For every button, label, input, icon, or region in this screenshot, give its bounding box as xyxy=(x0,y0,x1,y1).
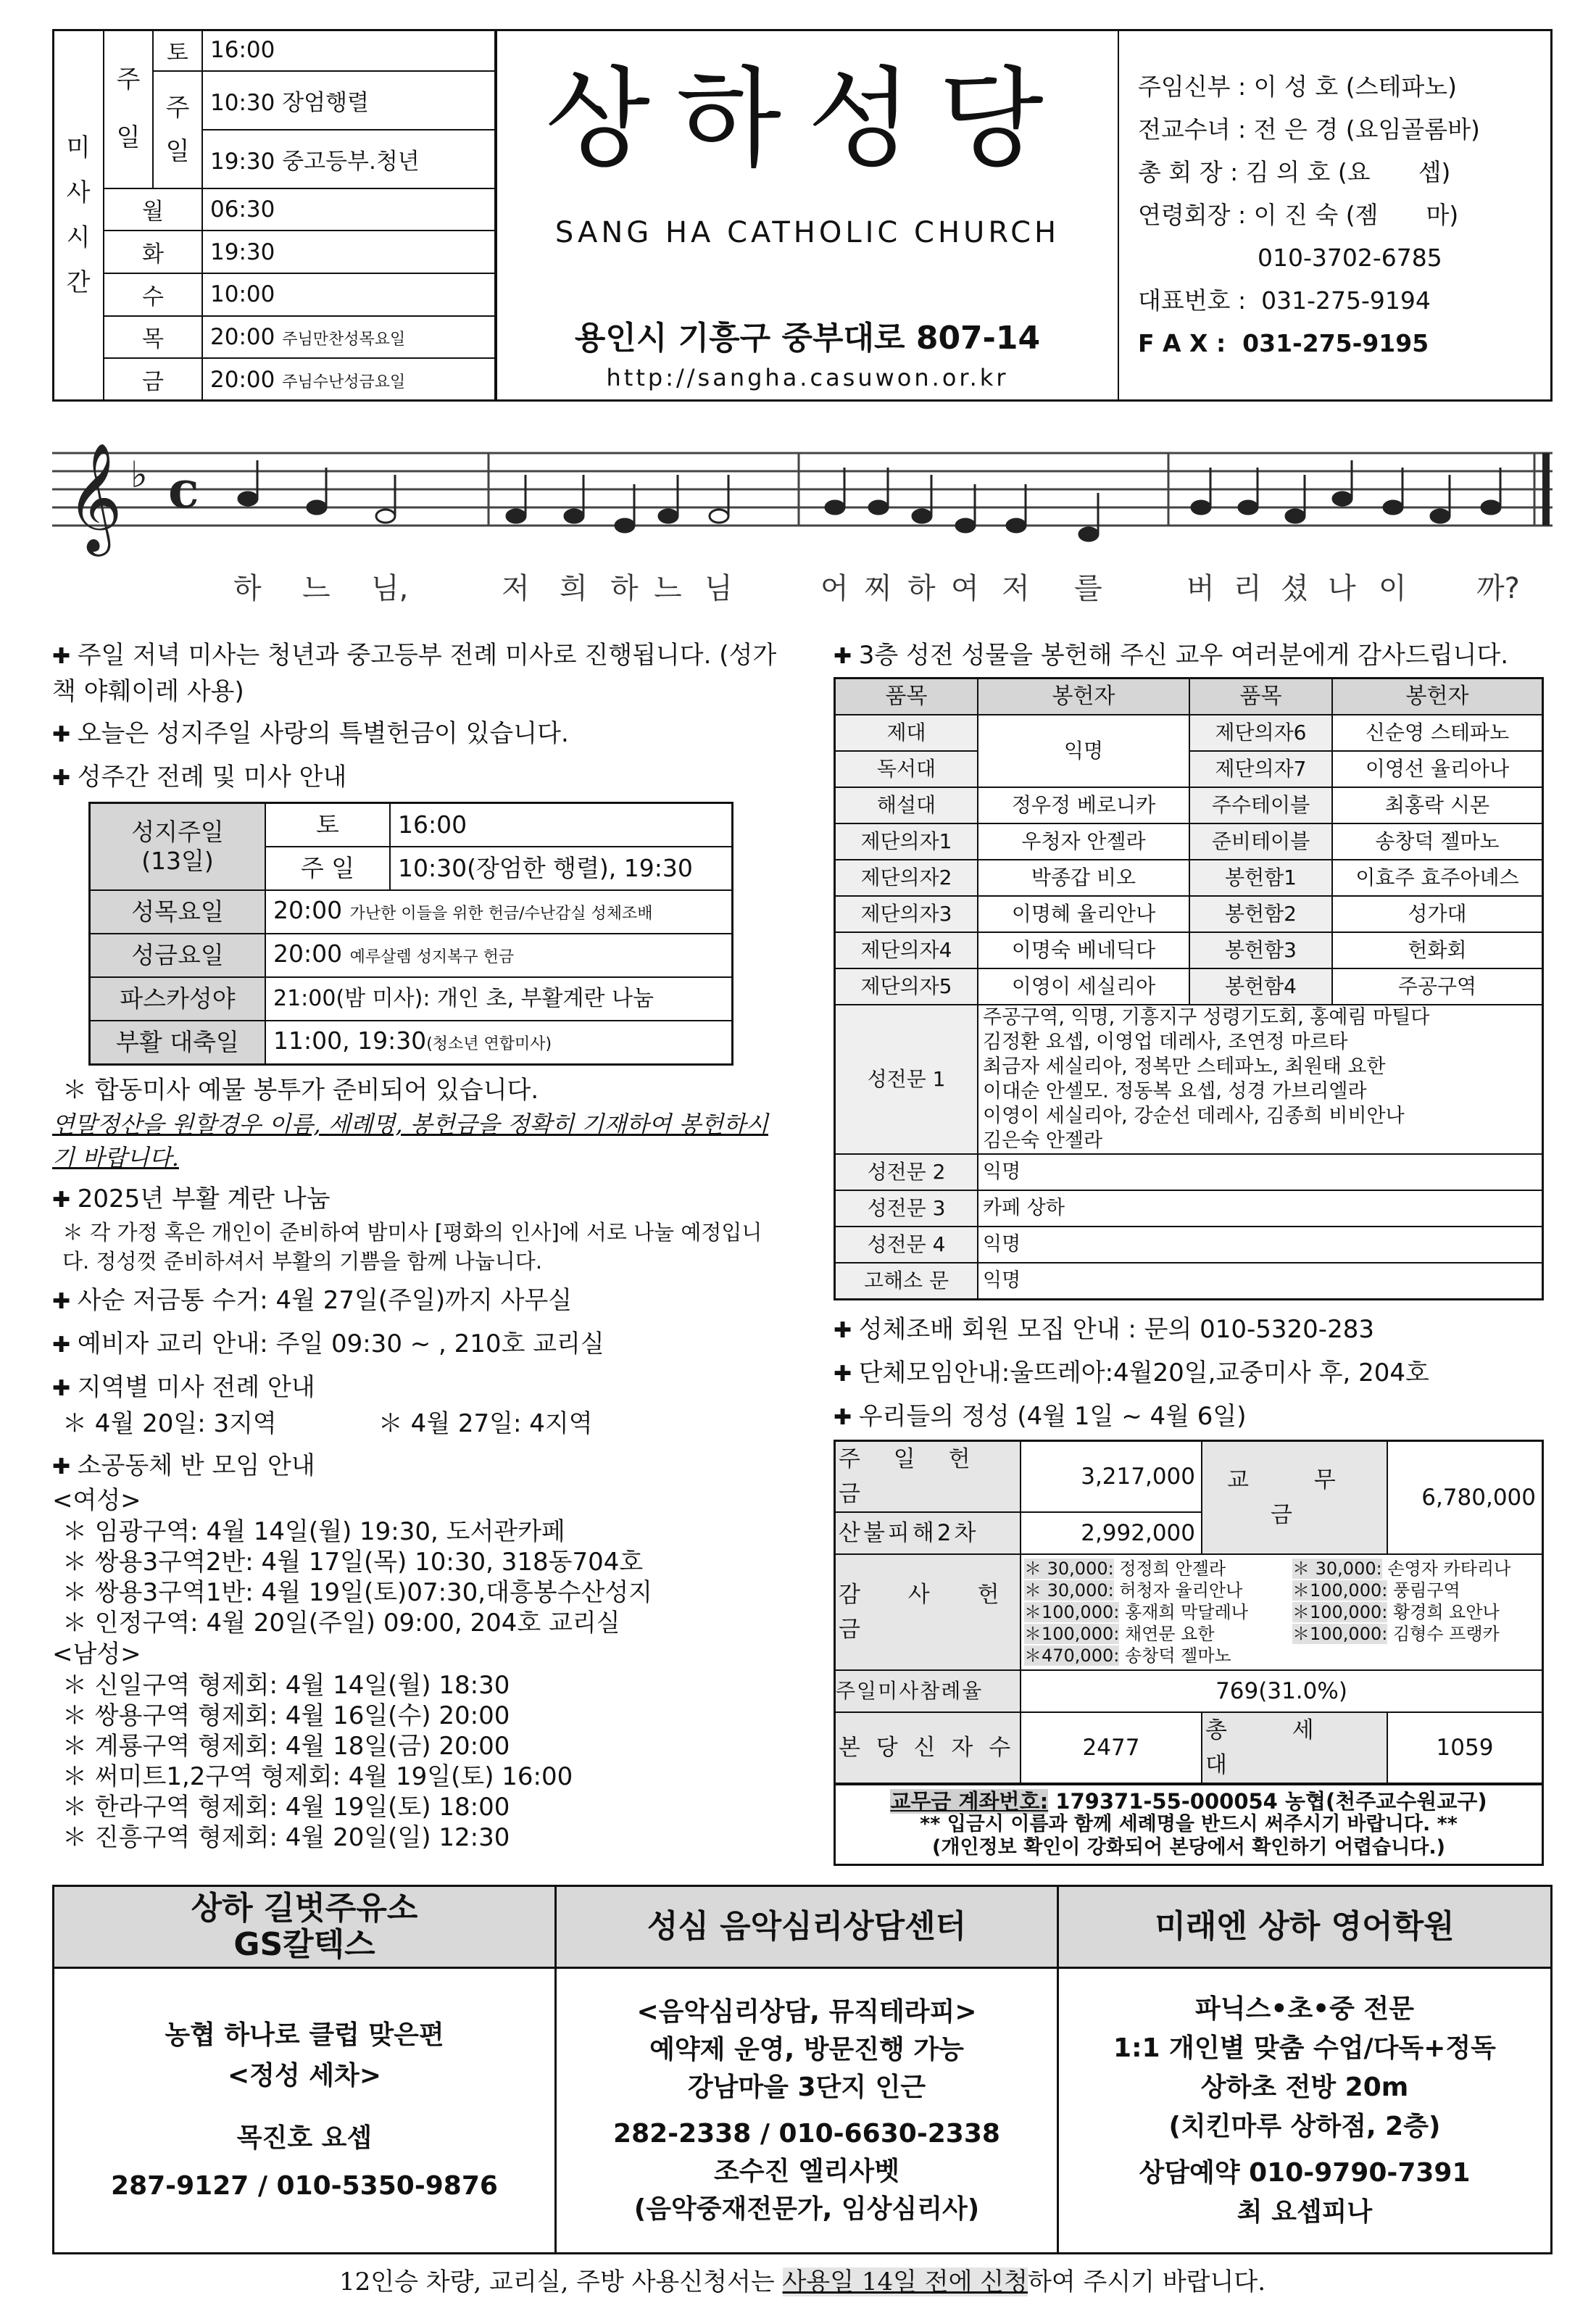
finance-table xyxy=(834,1440,1544,1866)
mon-time: 06:30 xyxy=(202,188,495,231)
notes-group xyxy=(238,460,1500,541)
col-header-donor: 봉헌자 xyxy=(1332,679,1543,715)
church-url[interactable]: http://sangha.casuwon.or.kr xyxy=(606,364,1009,391)
staff-sister: 전교수녀 : 전 은 경 (요임골롬바) xyxy=(1138,115,1480,144)
notice-offerings: ✚ 우리들의 정성 (4월 1일 ~ 4월 6일) xyxy=(834,1399,1551,1435)
lyric-syllable: 까? xyxy=(1476,572,1520,605)
easter-day-time: 11:00, 19:30(청소년 연합미사) xyxy=(265,1021,733,1065)
fri-day: 금 xyxy=(104,358,202,401)
sunday-collection-value: 3,217,000 xyxy=(1021,1441,1202,1513)
lyric-syllable: 리 xyxy=(1234,572,1262,605)
table-cell: 우청자 안젤라 xyxy=(978,823,1189,860)
community-male-item: ＊ 진흥구역 형제회: 4월 20일(일) 12:30 xyxy=(62,1823,510,1852)
table-cell: 제단의자7 xyxy=(1189,751,1332,787)
community-male-item: ＊ 계룡구역 형제회: 4월 18일(금) 20:00 xyxy=(62,1732,510,1761)
sunday-label: 주 일 xyxy=(104,30,153,188)
ad-music-therapy-title: 성심 음악심리상담센터 xyxy=(556,1886,1058,1968)
handwritten-note: 연말정산을 원할경우 이름, 세례명, 봉헌금을 정확히 기재하여 봉헌하시기 바랍니다. xyxy=(52,1111,768,1171)
members-value: 2477 xyxy=(1021,1712,1202,1783)
account-info: 교무금 계좌번호: 179371-55-000054 농협(천주교수원교구) ** 입금시 이름과 함께 세례명을 반드시 써주시기 바랍니다. ** (개인정보 확인이 강화되어 본당에서 확인하기 어렵습니다.) xyxy=(836,1784,1542,1864)
tue-day: 화 xyxy=(104,231,202,273)
church-title-area xyxy=(496,29,1119,402)
lyric-syllable: 하 xyxy=(907,572,936,605)
table-cell: 이영선 율리아나 xyxy=(1332,751,1543,787)
table-cell: 최홍락 시몬 xyxy=(1332,787,1543,823)
lyric-syllable: 찌 xyxy=(864,572,892,605)
staff-pastor: 주임신부 : 이 성 호 (스테파노) xyxy=(1138,72,1457,101)
table-cell: 이효주 효주아녜스 xyxy=(1332,860,1543,896)
ad-music-therapy-body: <음악심리상담, 뮤직테라피> 예약제 운영, 방문진행 가능 강남마을 3단지 인근 282-2338 / 010-6630-2338 조수진 엘리사벳 (음악중재전문가, 임상심리사) xyxy=(556,1968,1058,2254)
dues-label: 교 무 금 xyxy=(1202,1441,1387,1555)
table-cell: 준비테이블 xyxy=(1189,823,1332,860)
door-label: 성전문 4 xyxy=(835,1227,978,1263)
dues-value: 6,780,000 xyxy=(1387,1441,1543,1555)
table-cell: 봉헌함3 xyxy=(1189,932,1332,968)
notice-special-offering: ✚ 오늘은 성지주일 사랑의 특별헌금이 있습니다. xyxy=(52,716,777,752)
notice-adoration: ✚ 성체조배 회원 모집 안내 : 문의 010-5320-283 xyxy=(834,1312,1551,1348)
lyric-syllable: 셨 xyxy=(1281,572,1309,605)
holy-thu-time: 20:00 가난한 이들을 위한 헌금/수난감실 성체조배 xyxy=(265,890,733,934)
door-donor: 익명 xyxy=(978,1154,1543,1190)
notice-easter-eggs: ✚ 2025년 부활 계란 나눔 xyxy=(52,1182,777,1218)
staff-funeral-head: 연령회장 : 이 진 숙 (젬 마) xyxy=(1138,201,1459,229)
community-male-item: ＊ 신일구역 형제회: 4월 14일(월) 18:30 xyxy=(62,1671,510,1700)
table-cell: 제단의자4 xyxy=(835,932,978,968)
wed-day: 수 xyxy=(104,273,202,316)
easter-eggs-desc: ＊ 각 가정 혹은 개인이 준비하여 밤미사 [평화의 인사]에 서로 나눌 예정입니다. 정성껏 준비하셔서 부활의 기쁨을 함께 나눕니다. xyxy=(62,1220,762,1274)
community-male-item: ＊ 쌍용구역 형제회: 4월 16일(수) 20:00 xyxy=(62,1701,510,1730)
staff-main-phone: 대표번호 : 031-275-9194 xyxy=(1138,286,1431,315)
community-male-label: <남성> xyxy=(52,1640,141,1669)
ad-academy-title: 미래엔 상하 영어학원 xyxy=(1058,1886,1552,1968)
wed-time: 10:00 xyxy=(202,273,495,316)
church-subtitle: SANG HA CATHOLIC CHURCH xyxy=(554,216,1060,249)
palm-sat-day: 토 xyxy=(265,803,390,847)
right-column xyxy=(834,638,1551,1866)
table-cell: 성가대 xyxy=(1332,896,1543,932)
table-cell: 신순영 스테파노 xyxy=(1332,715,1543,751)
mass-times-side-label: 미 사 시 간 xyxy=(53,30,104,401)
holy-week-table xyxy=(88,802,733,1066)
regional-mass-dates: ＊ 4월 20일: 3지역 ＊ 4월 27일: 4지역 xyxy=(62,1409,593,1438)
sun-time-2: 19:30 중고등부.청년 xyxy=(202,130,495,188)
community-male-item: ＊ 한라구역 형제회: 4월 19일(토) 18:00 xyxy=(62,1793,510,1822)
sat-time: 16:00 xyxy=(202,30,495,71)
lyric-syllable: 님 xyxy=(705,572,733,605)
lyric-syllable: 여 xyxy=(951,572,979,605)
staff-president: 총 회 장 : 김 의 호 (요 셉) xyxy=(1138,158,1451,186)
door-label: 고해소 문 xyxy=(835,1263,978,1300)
table-cell: 제단의자1 xyxy=(835,823,978,860)
staff-list xyxy=(1138,65,1551,365)
easter-day-label: 부활 대축일 xyxy=(90,1021,266,1065)
flat-icon: ♭ xyxy=(130,454,148,496)
lyric-syllable: 이 xyxy=(1379,572,1407,605)
table-cell: 익명 xyxy=(978,715,1189,787)
table-cell: 제단의자6 xyxy=(1189,715,1332,751)
table-cell: 봉헌함1 xyxy=(1189,860,1332,896)
door-donor: 익명 xyxy=(978,1227,1543,1263)
easter-vigil-time: 21:00(밤 미사): 개인 초, 부활계란 나눔 xyxy=(265,977,733,1021)
common-time-icon: c xyxy=(168,460,199,520)
door1-donors: 주공구역, 익명, 기흥지구 성령기도회, 홍예림 마틸다 김정환 요셉, 이영업 데레사, 조연정 마르타 최금자 세실리아, 정복만 스테파노, 최원태 요한 이대순 안셀모. 정동복 요셉, 성경 가브리엘라 이영이 세실리아, 강순선 데레사, 김종희 비비안나 김은숙 안젤라 xyxy=(978,1005,1543,1154)
wildfire-value: 2,992,000 xyxy=(1021,1512,1202,1554)
sun-time-1: 10:30 장엄행렬 xyxy=(202,71,495,130)
table-cell: 송창덕 젤마노 xyxy=(1332,823,1543,860)
lyrics-row xyxy=(52,565,1553,609)
palm-sat-time: 16:00 xyxy=(390,803,733,847)
ad-gas-station-body: 농협 하나로 클럽 맞은편 <정성 세차> 목진호 요셉 287-9127 / 010-5350-9876 xyxy=(54,1968,556,2254)
sunday-collection-label: 주 일 헌 금 xyxy=(835,1441,1021,1513)
table-cell: 해설대 xyxy=(835,787,978,823)
palm-sun-time: 10:30(장엄한 행렬), 19:30 xyxy=(390,847,733,890)
door-label: 성전문 3 xyxy=(835,1190,978,1227)
community-male-item: ＊ 써미트1,2구역 형제회: 4월 19일(토) 16:00 xyxy=(62,1762,573,1791)
thu-day: 목 xyxy=(104,316,202,359)
ad-gas-station-title: 상하 길벗주유소 GS칼텍스 xyxy=(54,1886,556,1968)
good-fri-time: 20:00 예루살렘 성지복구 헌금 xyxy=(265,934,733,977)
table-cell: 봉헌함2 xyxy=(1189,896,1332,932)
palm-sunday-label: 성지주일 (13일) xyxy=(90,803,266,891)
households-label: 총 세 대 xyxy=(1202,1712,1387,1783)
lyric-syllable: 를 xyxy=(1074,572,1102,605)
palm-sun-day: 주 일 xyxy=(265,847,390,890)
col-header-item: 품목 xyxy=(835,679,978,715)
table-cell: 봉헌함4 xyxy=(1189,968,1332,1005)
attendance-label: 주일미사참례율 xyxy=(835,1670,1021,1712)
ads-table xyxy=(52,1885,1553,2254)
left-column xyxy=(52,638,777,1853)
table-cell: 이명혜 율리안나 xyxy=(978,896,1189,932)
lyric-syllable: 하 xyxy=(610,572,639,605)
table-cell: 주공구역 xyxy=(1332,968,1543,1005)
thu-time: 20:00 주님만찬성목요일 xyxy=(202,316,495,359)
lyric-syllable: 님, xyxy=(371,572,409,605)
table-cell: 헌화회 xyxy=(1332,932,1543,968)
notice-lent-box: ✚ 사순 저금통 수거: 4월 27일(주일)까지 사무실 xyxy=(52,1283,777,1319)
lyric-syllable: 버 xyxy=(1186,572,1215,605)
lyric-syllable: 느 xyxy=(302,572,331,605)
community-female-label: <여성> xyxy=(52,1486,141,1515)
thanks-offering-list: ＊ 30,000: 정정희 안젤라 ＊ 30,000: 허청자 율리안나 ＊100,000: 홍재희 막달레나 ＊100,000: 채연문 요한 ＊470,000: 송창덕 젤마노 ＊ 30,000: 손영자 카타리나 ＊100,000: 풍림구역 ＊100,000: 황경희 요안나 ＊100,000: 김형수 프랭카 xyxy=(1021,1554,1543,1670)
table-cell: 이영이 세실리아 xyxy=(978,968,1189,1005)
lyric-syllable: 느 xyxy=(654,572,682,605)
sat-day: 토 xyxy=(153,30,202,71)
footer-notice: 12인승 차량, 교리실, 주방 사용신청서는 사용일 14일 전에 신청하여 주시기 바랍니다. xyxy=(338,2267,1266,2296)
households-value: 1059 xyxy=(1387,1712,1543,1783)
notice-regional-mass: ✚ 지역별 미사 전례 안내 xyxy=(52,1370,777,1406)
notice-group-meeting: ✚ 단체모임안내:울뜨레아:4월20일,교중미사 후, 204호 xyxy=(834,1356,1551,1392)
lyric-syllable: 희 xyxy=(560,572,588,605)
col-header-donor: 봉헌자 xyxy=(978,679,1189,715)
door-donor: 익명 xyxy=(978,1263,1543,1300)
notice-catechism: ✚ 예비자 교리 안내: 주일 09:30 ~ , 210호 교리실 xyxy=(52,1327,777,1363)
staff-funeral-phone: 010-3702-6785 xyxy=(1138,244,1442,272)
table-cell: 제단의자5 xyxy=(835,968,978,1005)
staff-fax: F A X : 031-275-9195 xyxy=(1138,329,1429,357)
lyric-syllable: 저 xyxy=(502,572,530,605)
attendance-value: 769(31.0%) xyxy=(1021,1670,1543,1712)
fri-time: 20:00 주님수난성금요일 xyxy=(202,358,495,401)
table-cell: 제단의자3 xyxy=(835,896,978,932)
church-address: 용인시 기흥구 중부대로 807-14 xyxy=(574,320,1041,357)
notice-small-community: ✚ 소공동체 반 모임 안내 xyxy=(52,1448,777,1485)
members-label: 본 당 신 자 수 xyxy=(835,1712,1021,1783)
table-cell: 제대 xyxy=(835,715,978,751)
table-cell: 정우정 베로니카 xyxy=(978,787,1189,823)
table-cell: 이명숙 베네딕다 xyxy=(978,932,1189,968)
mon-day: 월 xyxy=(104,188,202,231)
sun-sub-label: 주 일 xyxy=(153,71,202,188)
table-cell: 독서대 xyxy=(835,751,978,787)
community-female-item: ＊ 쌍용3구역2반: 4월 17일(목) 10:30, 318동704호 xyxy=(62,1548,644,1577)
community-female-item: ＊ 임광구역: 4월 14일(월) 19:30, 도서관카페 xyxy=(62,1517,565,1546)
holy-thu-label: 성목요일 xyxy=(90,890,266,934)
lyric-syllable: 나 xyxy=(1328,572,1356,605)
thanks-offering-label: 감 사 헌 금 xyxy=(835,1554,1021,1670)
wildfire-label: 산불피해2차 xyxy=(835,1512,1021,1554)
col-header-item: 품목 xyxy=(1189,679,1332,715)
notice-sunday-evening: ✚ 주일 저녁 미사는 청년과 중고등부 전례 미사로 진행됩니다. (성가책 야훼이레 사용) xyxy=(52,638,777,709)
community-female-item: ＊ 쌍용3구역1반: 4월 19일(토)07:30,대흥봉수산성지 xyxy=(62,1578,653,1607)
lyric-syllable: 저 xyxy=(1002,572,1030,605)
good-fri-label: 성금요일 xyxy=(90,934,266,977)
door1-label: 성전문 1 xyxy=(835,1005,978,1154)
door-label: 성전문 2 xyxy=(835,1154,978,1190)
easter-vigil-label: 파스카성야 xyxy=(90,977,266,1021)
envelope-notice: ＊ 합동미사 예물 봉투가 준비되어 있습니다. xyxy=(62,1076,539,1105)
church-title: 상하성당 xyxy=(545,57,1070,183)
table-cell: 제단의자2 xyxy=(835,860,978,896)
notice-thanks-donors: ✚ 3층 성전 성물을 봉헌해 주신 교우 여러분에게 감사드립니다. xyxy=(834,638,1551,674)
tue-time: 19:30 xyxy=(202,231,495,273)
lyric-syllable: 어 xyxy=(820,572,849,605)
treble-clef-icon: 𝄞 xyxy=(67,441,122,552)
lyric-syllable: 하 xyxy=(233,572,262,605)
door-donor: 카페 상하 xyxy=(978,1190,1543,1227)
table-cell: 박종갑 비오 xyxy=(978,860,1189,896)
community-female-item: ＊ 인정구역: 4월 20일(주일) 09:00, 204호 교리실 xyxy=(62,1609,620,1638)
donation-table xyxy=(834,677,1544,1300)
mass-times-table xyxy=(52,29,496,402)
notice-holy-week: ✚ 성주간 전례 및 미사 안내 xyxy=(52,760,777,796)
table-cell: 주수테이블 xyxy=(1189,787,1332,823)
ad-academy-body: 파닉스•초•중 전문 1:1 개인별 맞춤 수업/다독+정독 상하초 전방 20m (치킨마루 상하점, 2층) 상담예약 010-9790-7391 최 요셉피나 xyxy=(1058,1968,1552,2254)
